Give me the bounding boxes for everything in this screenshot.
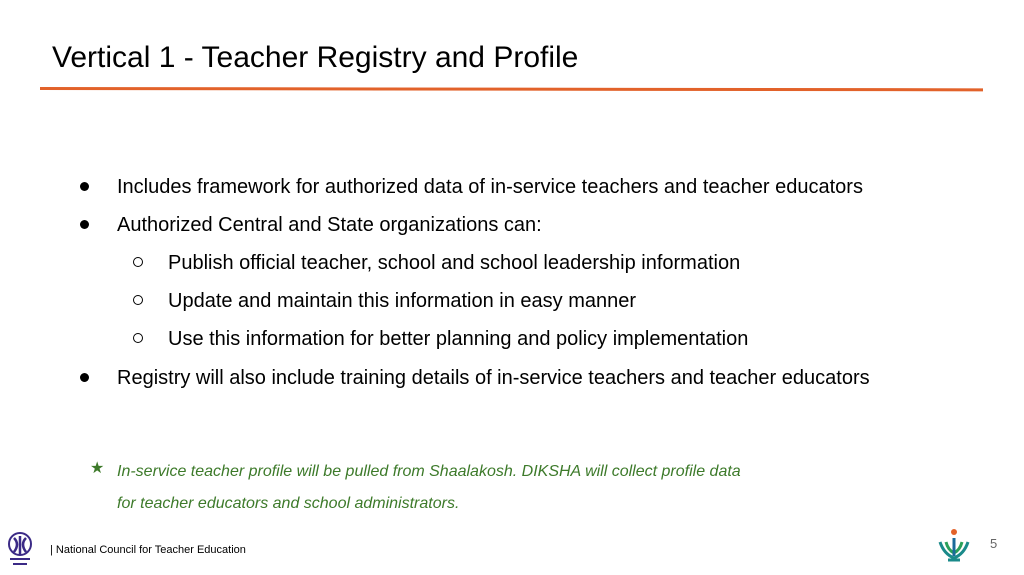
bullet-item: Registry will also include training details of in-service teachers and teacher educators [117, 367, 870, 389]
ncte-logo-icon [4, 530, 36, 570]
footer-organization: | National Council for Teacher Education [50, 544, 246, 556]
sub-bullet-item: Publish official teacher, school and school leadership information [168, 252, 741, 274]
sub-bullet-circle [133, 295, 143, 305]
bullet-dot [80, 220, 89, 229]
page-number: 5 [990, 536, 998, 551]
sub-bullet-circle [133, 333, 143, 343]
note-line: In-service teacher profile will be pulled from Shaalakosh. DIKSHA will collect profile data [117, 463, 741, 480]
bullet-item: Authorized Central and State organizations can: [117, 214, 542, 236]
diksha-logo-icon [936, 528, 972, 566]
bullet-dot [80, 373, 89, 382]
slide-title: Vertical 1 - Teacher Registry and Profile [52, 41, 579, 74]
star-icon: ★ [90, 460, 105, 477]
bullet-dot [80, 182, 89, 191]
sub-bullet-item: Use this information for better planning and policy implementation [168, 328, 749, 350]
sub-bullet-circle [133, 257, 143, 267]
note-line: for teacher educators and school administrators. [117, 495, 460, 512]
title-underline [40, 87, 983, 91]
bullet-item: Includes framework for authorized data of in-service teachers and teacher educators [117, 176, 863, 198]
sub-bullet-item: Update and maintain this information in easy manner [168, 290, 637, 312]
